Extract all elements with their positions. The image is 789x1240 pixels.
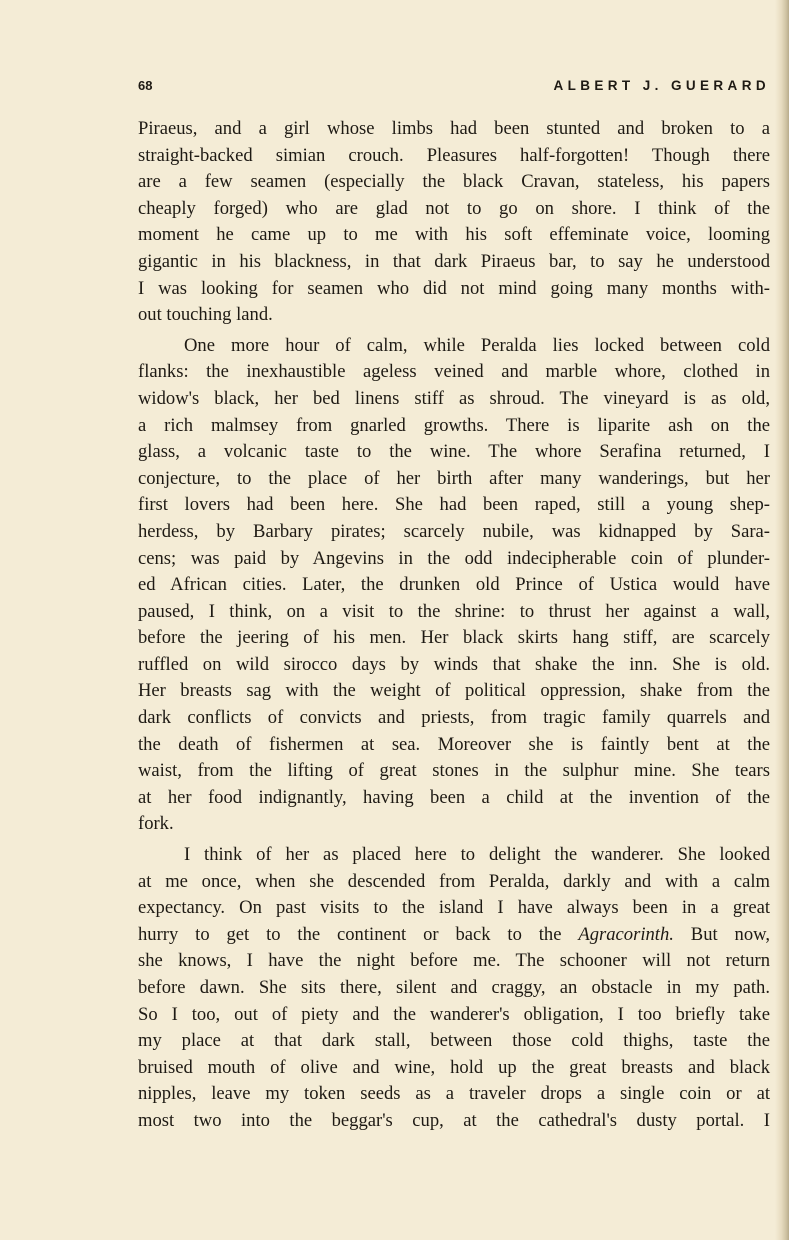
text-line: the death of fishermen at sea. Moreover she is faintly bent at the <box>138 733 770 755</box>
text-segment: But now, <box>673 923 771 945</box>
text-line: she knows, I have the night before me. The schooner will not return <box>138 950 770 972</box>
text-line: paused, I think, on a visit to the shrine: to thrust her against a wall, <box>138 600 770 622</box>
page-number: 68 <box>138 78 153 93</box>
text-line: Piraeus, and a girl whose limbs had been stunted and broken to a <box>138 118 770 139</box>
text-line: gigantic in his blackness, in that dark Piraeus bar, to say he understood <box>138 250 770 272</box>
text-line: most two into the beggar's cup, at the cathedral's dusty portal. I <box>138 1109 770 1131</box>
text-line: glass, a volcanic taste to the wine. The whore Serafina returned, I <box>138 441 770 463</box>
text-line: One more hour of calm, while Peralda lies locked between cold <box>184 334 770 356</box>
text-line: I was looking for seamen who did not mind going many months with- <box>138 277 770 299</box>
text-segment: hurry to get to the continent or back to the <box>138 923 579 945</box>
text-line: waist, from the lifting of great stones in the sulphur mine. She tears <box>138 760 770 782</box>
body-text <box>138 116 770 1139</box>
text-line: So I too, out of piety and the wanderer's obligation, I too briefly take <box>138 1003 770 1025</box>
text-line: before the jeering of his men. Her black skirts hang stiff, are scarcely <box>138 627 770 649</box>
running-head <box>138 78 770 98</box>
text-line: at her food indignantly, having been a child at the invention of the <box>138 786 770 808</box>
text-line: nipples, leave my token seeds as a traveler drops a single coin or at <box>138 1083 770 1105</box>
text-line: conjecture, to the place of her birth after many wanderings, but her <box>138 467 770 489</box>
text-line: at me once, when she descended from Peralda, darkly and with a calm <box>138 870 770 892</box>
text-line: Her breasts sag with the weight of political oppression, shake from the <box>138 680 770 702</box>
text-line: a rich malmsey from gnarled growths. There is liparite ash on the <box>138 414 770 436</box>
text-line: herdess, by Barbary pirates; scarcely nubile, was kidnapped by Sara- <box>138 520 770 542</box>
author-name: ALBERT J. GUERARD <box>553 78 770 93</box>
text-line: ruffled on wild sirocco days by winds that shake the inn. She is old. <box>138 653 770 675</box>
text-line: flanks: the inexhaustible ageless veined and marble whore, clothed in <box>138 361 770 383</box>
text-line: my place at that dark stall, between those cold thighs, taste the <box>138 1030 770 1052</box>
text-line: first lovers had been here. She had been raped, still a young shep- <box>138 494 770 516</box>
text-line: out touching land. <box>138 304 273 326</box>
text-line: bruised mouth of olive and wine, hold up the great breasts and black <box>138 1056 770 1078</box>
text-line: I think of her as placed here to delight the wanderer. She looked <box>184 844 770 866</box>
text-line: expectancy. On past visits to the island I have always been in a great <box>138 897 770 919</box>
paragraph-2 <box>138 333 770 838</box>
text-line: cens; was paid by Angevins in the odd indecipherable coin of plunder- <box>138 547 770 569</box>
text-line: before dawn. She sits there, silent and craggy, an obstacle in my path. <box>138 977 770 998</box>
text-line-with-ship-name <box>138 922 770 949</box>
text-line: fork. <box>138 813 174 835</box>
paragraph-3 <box>138 842 770 1135</box>
text-line: widow's black, her bed linens stiff as shroud. The vineyard is as old, <box>138 387 770 409</box>
text-line: moment he came up to me with his soft effeminate voice, looming <box>138 224 770 246</box>
paragraph-1 <box>138 116 770 329</box>
text-line: ed African cities. Later, the drunken old Prince of Ustica would have <box>138 574 770 596</box>
text-line: cheaply forged) who are glad not to go on shore. I think of the <box>138 197 770 219</box>
ship-name: Agracorinth. <box>578 923 674 945</box>
page-edge-shadow <box>775 0 789 1240</box>
text-line: straight-backed simian crouch. Pleasures half-forgotten! Though there <box>138 144 770 166</box>
text-line: are a few seamen (especially the black Cravan, stateless, his papers <box>138 171 770 193</box>
text-line: dark conflicts of convicts and priests, from tragic family quarrels and <box>138 707 770 729</box>
